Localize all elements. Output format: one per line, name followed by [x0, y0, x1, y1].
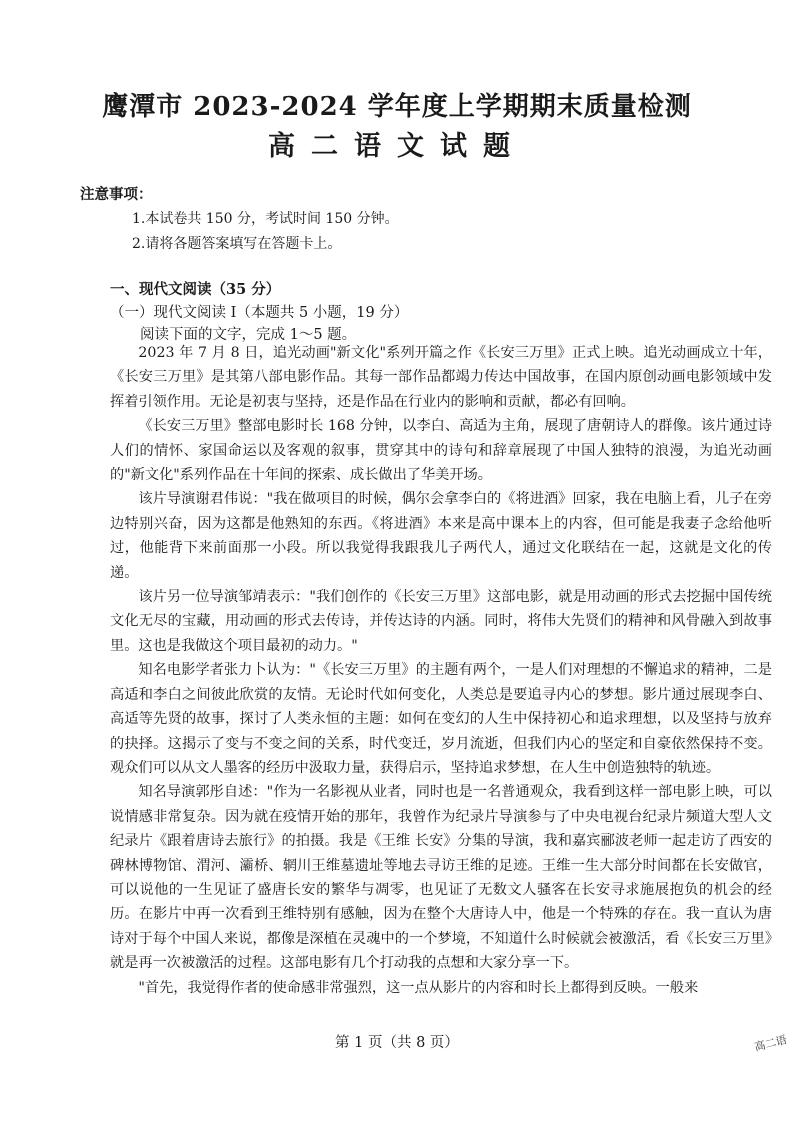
notice-item-1: 1.本试卷共 150 分，考试时间 150 分钟。 — [132, 211, 399, 227]
section-heading: 一、现代文阅读（35 分） — [110, 281, 281, 298]
reading-passage — [110, 341, 772, 1000]
exam-subtitle: 高二语文试题 — [268, 131, 526, 162]
passage-paragraph: 2023 年 7 月 8 日，追光动画"新文化"系列开篇之作《长安三万里》正式上映。追光动画成立十年，《长安三万里》是其第八部电影作品。其每一部作品都竭力传达中国故事，在国内原创动画电影领域中发挥着引领作用。无论是初衷与坚持，还是作品在行业内的影响和贡献，都必有回响。 — [110, 345, 772, 410]
side-mark: 高二语 — [753, 1033, 789, 1054]
passage-paragraph: "首先，我觉得作者的使命感非常强烈，这一点从影片的内容和时长上都得到反映。一般来 — [138, 979, 699, 996]
reading-instruction: 阅读下面的文字，完成 1～5 题。 — [140, 327, 357, 343]
passage-paragraph: 《长安三万里》整部电影时长 168 分钟，以李白、高适为主角，展现了唐朝诗人的群像。该片通过诗人们的情怀、家国命运以及客观的叙事，贯穿其中的诗句和辞章展现了中国人独特的浪漫，为追光动画的"新文化"系列作品在十年间的探索、成长做出了华美开场。 — [110, 418, 772, 484]
page-number: 第 1 页（共 8 页） — [335, 1035, 459, 1051]
notice-heading: 注意事项： — [80, 186, 153, 203]
passage-paragraph: 该片导演谢君伟说："我在做项目的时候，偶尔会拿李白的《将进酒》回家，我在电脑上看，儿子在旁边特别兴奋，因为这都是他熟知的东西。《将进酒》本来是高中课本上的内容，但可能是我妻子念给他听过，他能背下来前面那一小段。所以我觉得我跟我儿子两代人，通过文化联结在一起，这就是文化的传递。 — [110, 491, 772, 581]
passage-paragraph: 知名导演郭彤自述："作为一名影视从业者，同时也是一名普通观众，我看到这样一部电影上映，可以说情感非常复杂。因为就在疫情开始的那年，我曾作为纪录片导演参与了中央电视台纪录片频道大型人文纪录片《跟着唐诗去旅行》的拍摄。我是《王维 长安》分集的导演，我和嘉宾郦波老师一起走访了西安的碑林博物馆、渭河、灞桥、辋川王维墓遗址等地去寻访王维的足迹。王维一生大部分时间都在长安做官，可以说他的一生见证了盛唐长安的繁华与凋零，也见证了无数文人骚客在长安寻求施展抱负的机会的经历。在影片中再一次看到王维特别有感触，因为在整个大唐诗人中，他是一个特殊的存在。我一直认为唐诗对于每个中国人来说，都像是深植在灵魂中的一个梦境，不知道什么时候就会被激活，看《长安三万里》就是再一次被激活的过程。这部电影有几个打动我的点想和大家分享一下。 — [110, 784, 772, 972]
section-subheading: （一）现代文阅读 I（本题共 5 小题，19 分） — [110, 305, 409, 321]
notice-item-2: 2.请将各题答案填写在答题卡上。 — [132, 236, 342, 252]
exam-title: 鹰潭市 2023-2024 学年度上学期期末质量检测 — [102, 92, 692, 122]
passage-paragraph: 该片另一位导演邹靖表示："我们创作的《长安三万里》这部电影，就是用动画的形式去挖掘中国传统文化无尽的宝藏，用动画的形式去传诗，并传达诗的内涵。同时，将伟大先贤们的精神和风骨融入到故事里。这也是我做这个项目最初的动力。" — [110, 589, 772, 654]
passage-paragraph: 知名电影学者张力卜认为："《长安三万里》的主题有两个，一是人们对理想的不懈追求的精神，二是高适和李白之间彼此欣赏的友情。无论时代如何变化，人类总是要追寻内心的梦想。影片通过展现李白、高适等先贤的故事，探讨了人类永恒的主题：如何在变幻的人生中保持初心和追求理想，以及坚持与放弃的抉择。这揭示了变与不变之间的关系，时代变迁，岁月流逝，但我们内心的坚定和自豪依然保持不变。观众们可以从文人墨客的经历中汲取力量，获得启示，坚持追求梦想，在人生中创造独特的轨迹。 — [110, 662, 772, 776]
